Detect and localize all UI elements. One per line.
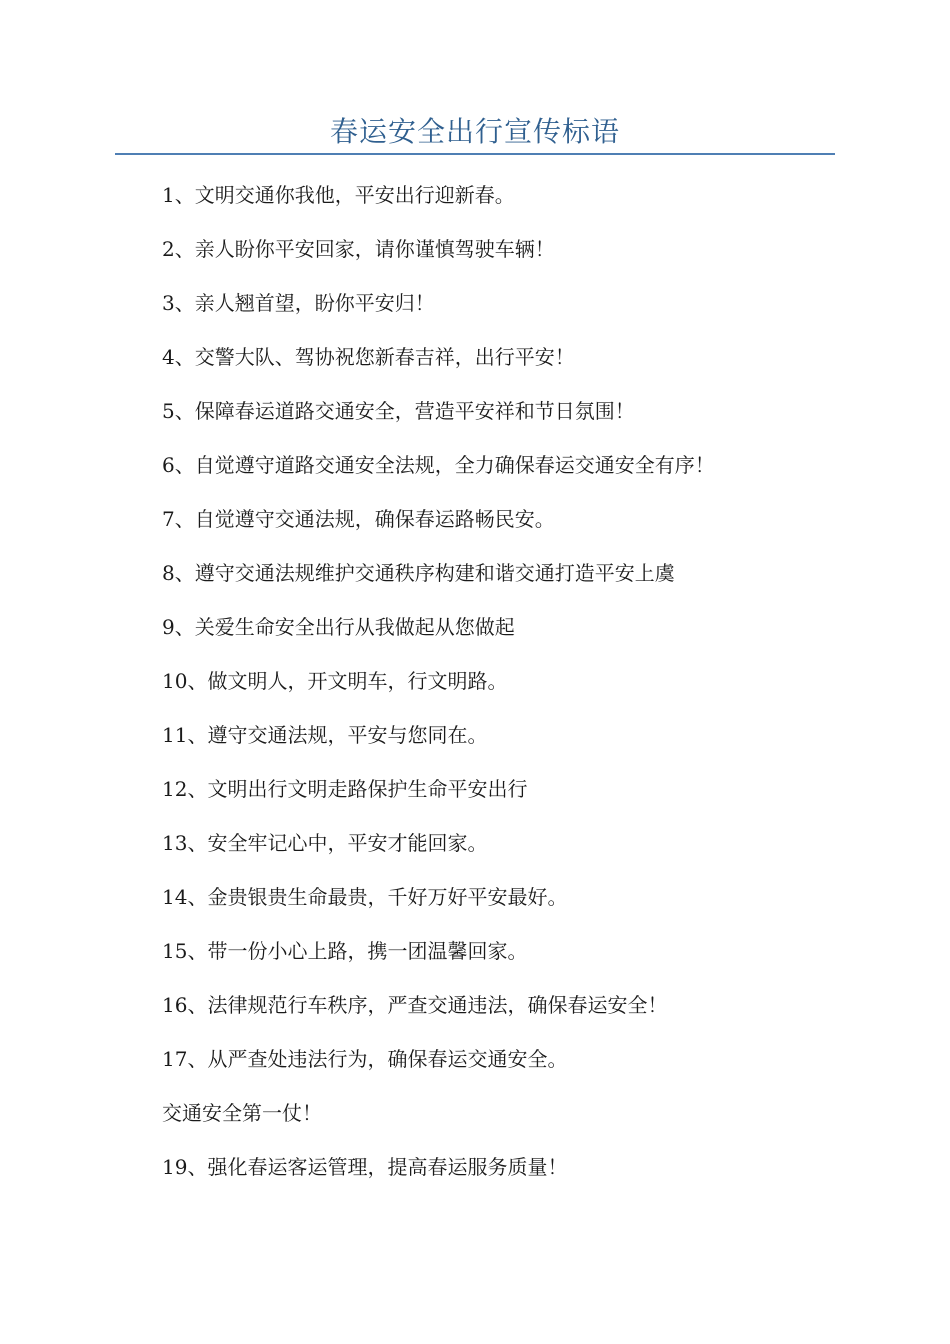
list-item: 17、从严查处违法行为，确保春运交通安全。	[162, 1047, 568, 1071]
list-item: 2、亲人盼你平安回家，请你谨慎驾驶车辆！	[162, 237, 555, 261]
list-item: 13、安全牢记心中，平安才能回家。	[162, 831, 488, 855]
list-item: 16、法律规范行车秩序，严查交通违法，确保春运安全！	[162, 993, 668, 1017]
list-item: 15、带一份小心上路，携一团温馨回家。	[162, 939, 528, 963]
list-item: 交通安全第一仗！	[162, 1101, 322, 1125]
list-item: 11、遵守交通法规，平安与您同在。	[162, 723, 488, 747]
title-underline	[115, 153, 835, 155]
list-item: 8、遵守交通法规维护交通秩序构建和谐交通打造平安上虞	[162, 561, 675, 585]
list-item: 5、保障春运道路交通安全，营造平安祥和节日氛围！	[162, 399, 635, 423]
list-item: 1、文明交通你我他，平安出行迎新春。	[162, 183, 515, 207]
list-item: 7、自觉遵守交通法规，确保春运路畅民安。	[162, 507, 555, 531]
list-item: 14、金贵银贵生命最贵，千好万好平安最好。	[162, 885, 568, 909]
list-item: 19、强化春运客运管理，提高春运服务质量！	[162, 1155, 568, 1179]
list-item: 12、文明出行文明走路保护生命平安出行	[162, 777, 528, 801]
list-item: 6、自觉遵守道路交通安全法规，全力确保春运交通安全有序！	[162, 453, 715, 477]
list-item: 4、交警大队、驾协祝您新春吉祥，出行平安！	[162, 345, 575, 369]
list-item: 9、关爱生命安全出行从我做起从您做起	[162, 615, 515, 639]
list-item: 10、做文明人，开文明车，行文明路。	[162, 669, 508, 693]
list-item: 3、亲人翘首望，盼你平安归！	[162, 291, 435, 315]
slogan-list	[162, 178, 862, 1204]
page-title: 春运安全出行宣传标语	[329, 115, 620, 148]
